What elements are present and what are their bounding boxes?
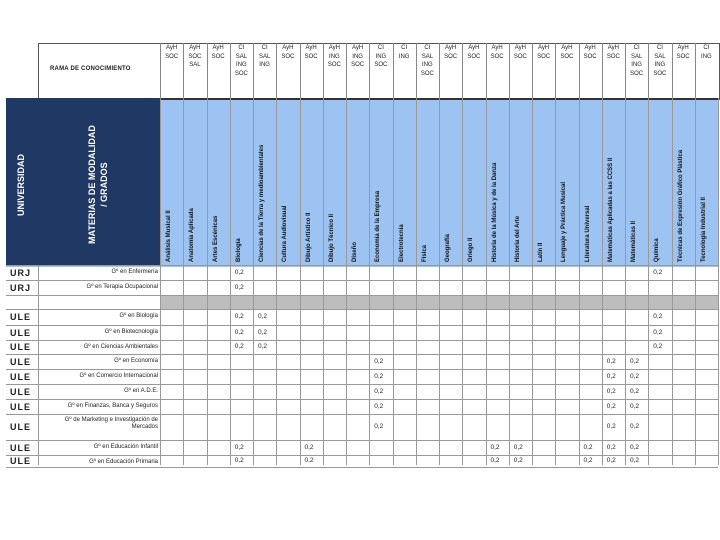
column-line xyxy=(695,98,696,465)
weight-value: 0,2 xyxy=(630,457,640,464)
row-line xyxy=(6,369,718,370)
branch-separator xyxy=(416,43,417,99)
branch-separator xyxy=(439,43,440,99)
weight-value: 0,2 xyxy=(606,372,616,380)
weight-value: 0,2 xyxy=(374,357,384,365)
weight-value: 0,2 xyxy=(374,387,384,395)
weight-value: 0,2 xyxy=(606,457,616,464)
weight-value: 0,2 xyxy=(630,423,640,430)
rama-label: RAMA DE CONOCIMIENTO xyxy=(50,66,131,72)
subject-header: Técnicas de Expresión Gráfico Plástica xyxy=(677,149,684,262)
column-line xyxy=(532,98,533,465)
subject-header: Literatura Universal xyxy=(584,205,591,262)
branch-separator xyxy=(183,43,184,99)
column-line xyxy=(486,98,487,465)
degree-name: Gº en A.D.E. xyxy=(124,388,158,394)
university-code: ULE xyxy=(10,327,31,338)
subject-header: Griego II xyxy=(468,237,475,262)
branch-separator xyxy=(672,43,673,99)
column-line xyxy=(718,98,719,465)
university-code: ULE xyxy=(10,342,31,352)
row-line xyxy=(6,414,718,415)
row-line xyxy=(6,295,718,296)
branch-separator xyxy=(253,43,254,99)
university-code: URJ xyxy=(10,267,32,278)
subject-header: Análisis Musical II xyxy=(166,210,172,262)
row-line xyxy=(6,399,718,400)
degree-name: Gº en Economía xyxy=(114,358,158,364)
branch-code: AyH SOC xyxy=(676,45,690,60)
row-line xyxy=(6,280,718,281)
branch-code: AyH SOC xyxy=(560,45,574,60)
weight-value: 0,2 xyxy=(583,443,593,451)
branch-code: CI SAL ING SOC xyxy=(630,45,644,77)
degree-name: Gº en Comercio Internacional xyxy=(79,373,158,379)
weight-value: 0,2 xyxy=(606,357,616,365)
column-line xyxy=(555,98,556,465)
branch-separator xyxy=(486,43,487,99)
column-line xyxy=(602,98,603,465)
university-code: ULE xyxy=(10,456,31,466)
column-line xyxy=(230,98,231,465)
branch-separator xyxy=(695,43,696,99)
branch-code: CI ING SOC xyxy=(374,45,388,69)
weight-value: 0,2 xyxy=(234,313,244,320)
subject-header: Química xyxy=(654,238,661,262)
column-line xyxy=(160,98,161,465)
degree-name: Gº en Educación Primaria xyxy=(89,459,158,465)
subject-header: Dibujo Técnico II xyxy=(328,213,335,262)
weight-value: 0,2 xyxy=(304,443,314,451)
branch-code: AyH SOC xyxy=(281,45,295,60)
university-code: ULE xyxy=(10,401,31,412)
column-line xyxy=(648,98,649,465)
row-line xyxy=(6,384,718,385)
column-line xyxy=(439,98,440,465)
subject-header: Cultura Audiovisual xyxy=(282,205,289,262)
branch-separator xyxy=(579,43,580,99)
branch-code: CI SAL ING xyxy=(258,45,271,69)
column-line xyxy=(509,98,510,465)
branch-code: AyH ING SOC xyxy=(327,45,341,69)
weight-value: 0,2 xyxy=(513,443,523,451)
weight-value: 0,2 xyxy=(234,457,244,464)
subject-header: Biología xyxy=(235,238,242,262)
row-line xyxy=(6,309,718,310)
weight-value: 0,2 xyxy=(583,457,593,464)
university-code: ULE xyxy=(10,371,31,382)
subject-header: Historia del Arte xyxy=(514,215,521,262)
weight-value: 0,2 xyxy=(374,402,384,410)
degree-name: Gº en Educación Infantil xyxy=(93,444,158,450)
branch-separator xyxy=(625,43,626,99)
branch-code: CI SAL ING SOC xyxy=(234,45,248,77)
column-line xyxy=(462,98,463,465)
subject-header: Tecnología Industrial II xyxy=(700,197,707,262)
branch-separator xyxy=(555,43,556,99)
subject-header: Matemáticas II xyxy=(631,220,637,262)
materias-header-cell xyxy=(38,98,160,265)
row-line xyxy=(6,440,718,441)
weight-value: 0,2 xyxy=(374,423,384,430)
subject-header: Matemáticas Aplicadas a las CCSS II xyxy=(607,157,614,262)
subject-header: Electrotecnia xyxy=(398,224,405,262)
subject-header: Geografía xyxy=(445,233,451,262)
branch-code: AyH SOC xyxy=(444,45,458,60)
row-line xyxy=(6,467,718,468)
weight-value: 0,2 xyxy=(258,313,268,320)
branch-separator xyxy=(346,43,347,99)
weight-value: 0,2 xyxy=(304,457,314,464)
subject-header: Economía de la Empresa xyxy=(375,190,382,262)
subject-header: Ciencias de la Tierra y medioambientales xyxy=(259,144,265,262)
university-code: ULE xyxy=(10,422,31,432)
weight-value: 0,2 xyxy=(630,387,640,395)
university-code: ULE xyxy=(10,442,31,453)
weight-value: 0,2 xyxy=(234,343,244,350)
branch-code: AyH SOC xyxy=(490,45,504,60)
branch-code: AyH SOC xyxy=(467,45,481,60)
weight-value: 0,2 xyxy=(630,372,640,380)
branch-separator xyxy=(230,43,231,99)
weight-value: 0,2 xyxy=(653,268,663,276)
subject-header: Anatomía Aplicada xyxy=(189,208,196,262)
branch-code: AyH SOC xyxy=(583,45,597,60)
branch-code: AyH SOC xyxy=(165,45,179,60)
branch-separator xyxy=(276,43,277,99)
universidad-label: UNIVERSIDAD xyxy=(16,153,26,216)
weight-value: 0,2 xyxy=(490,443,500,451)
university-code: ULE xyxy=(10,356,31,367)
weight-value: 0,2 xyxy=(513,457,523,464)
subject-header: Artes Escénicas xyxy=(212,215,219,262)
branch-separator xyxy=(648,43,649,99)
degree-name: Gº en Terapia Ocupacional xyxy=(86,284,158,290)
university-code: URJ xyxy=(10,282,32,293)
subject-header: Diseño xyxy=(352,241,358,262)
weight-value: 0,2 xyxy=(653,313,663,320)
column-line xyxy=(276,98,277,465)
subject-header: Lenguaje y Práctica Musical xyxy=(561,181,568,262)
column-line xyxy=(346,98,347,465)
branch-separator xyxy=(532,43,533,99)
branch-code: AyH SOC xyxy=(513,45,527,60)
branch-separator xyxy=(300,43,301,99)
subject-header: Dibujo Artístico II xyxy=(305,212,312,262)
materias-label: MATERIAS DE MODALIDAD / GRADOS xyxy=(87,125,109,244)
column-line xyxy=(323,98,324,465)
column-line xyxy=(253,98,254,465)
degree-name: Gº de Marketing e Investigación de Mercados xyxy=(64,417,158,430)
branch-code: AyH SOC xyxy=(537,45,551,60)
column-line xyxy=(416,98,417,465)
branch-code: AyH SOC xyxy=(304,45,318,60)
row-line xyxy=(6,354,718,355)
weight-value: 0,2 xyxy=(258,343,268,350)
branch-separator xyxy=(393,43,394,99)
weight-value: 0,2 xyxy=(234,268,244,276)
weight-value: 0,2 xyxy=(490,457,500,464)
column-line xyxy=(369,98,370,465)
branch-code: CI ING xyxy=(398,45,410,60)
weight-value: 0,2 xyxy=(606,402,616,410)
column-line xyxy=(207,98,208,465)
branch-separator xyxy=(462,43,463,99)
column-line xyxy=(672,98,673,465)
university-code: ULE xyxy=(10,312,31,322)
universidad-header-cell xyxy=(6,98,38,265)
branch-separator xyxy=(207,43,208,99)
row-line xyxy=(6,265,718,266)
subject-header: Física xyxy=(421,244,428,262)
weight-value: 0,2 xyxy=(258,328,268,336)
column-line xyxy=(300,98,301,465)
weight-value: 0,2 xyxy=(234,443,244,451)
weight-value: 0,2 xyxy=(374,372,384,380)
weight-value: 0,2 xyxy=(630,443,640,451)
weight-value: 0,2 xyxy=(630,402,640,410)
weight-value: 0,2 xyxy=(606,387,616,395)
column-line xyxy=(393,98,394,465)
branch-separator xyxy=(323,43,324,99)
branch-code: CI SAL ING SOC xyxy=(653,45,667,77)
row-line xyxy=(6,455,718,456)
weight-value: 0,2 xyxy=(606,423,616,430)
university-code: ULE xyxy=(10,386,31,397)
branch-code: CI ING xyxy=(701,45,712,60)
degree-name: Gº en Biotecnología xyxy=(104,329,158,335)
row-line xyxy=(6,340,718,341)
weight-value: 0,2 xyxy=(630,357,640,365)
weight-value: 0,2 xyxy=(653,328,663,336)
degree-name: Gº en Biología xyxy=(119,313,158,319)
branch-code: CI SAL ING SOC xyxy=(420,45,434,77)
branch-code: AyH SOC xyxy=(211,45,225,60)
row-line xyxy=(6,325,718,326)
branch-code: AyH SOC xyxy=(606,45,620,60)
branch-separator xyxy=(602,43,603,99)
weight-value: 0,2 xyxy=(234,328,244,336)
branch-code: AyH SOC SAL xyxy=(188,45,202,69)
branch-separator xyxy=(509,43,510,99)
weight-value: 0,2 xyxy=(653,343,663,350)
branch-separator xyxy=(160,43,161,99)
degree-name: Gº en Enfermería xyxy=(111,269,158,275)
weight-value: 0,2 xyxy=(606,443,616,451)
degree-name: Gº en Finanzas, Banca y Seguros xyxy=(67,403,158,409)
subject-header: Latín II xyxy=(538,242,544,262)
branch-separator xyxy=(369,43,370,99)
column-line xyxy=(183,98,184,465)
column-line xyxy=(579,98,580,465)
weight-value: 0,2 xyxy=(234,283,244,291)
subject-header: Historia de la Música y de la Danza xyxy=(491,162,498,262)
column-line xyxy=(625,98,626,465)
branch-code: AyH ING SOC xyxy=(351,45,365,69)
degree-name: Gº en Ciencias Ambientales xyxy=(83,344,158,350)
